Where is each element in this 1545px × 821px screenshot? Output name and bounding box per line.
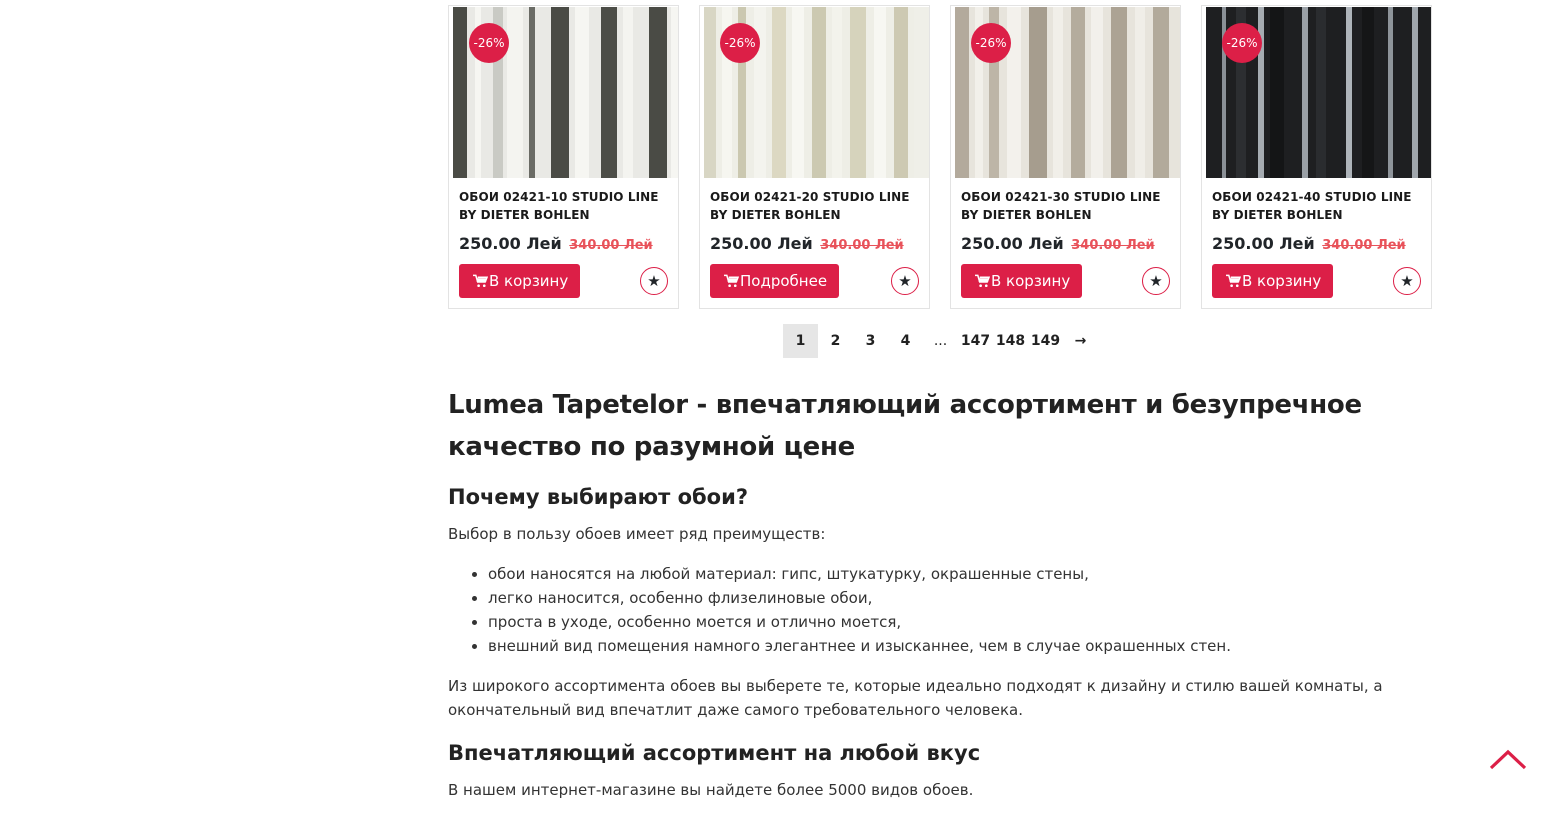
next-page-arrow-icon[interactable]: → [1074,333,1087,349]
product-title[interactable]: ОБОИ 02421-30 STUDIO LINE BY DIETER BOHLEN [961,190,1161,222]
add-to-cart-label: В корзину [489,272,569,290]
product-card[interactable] [448,5,679,309]
product-title[interactable]: ОБОИ 02421-10 STUDIO LINE BY DIETER BOHLEN [459,190,659,222]
add-to-cart-button[interactable] [961,264,1082,298]
star-icon: ★ [1149,272,1163,290]
add-to-cart-label: В корзину [1242,272,1322,290]
cart-icon [975,274,990,288]
page-link-2[interactable]: 2 [830,333,841,349]
add-to-cart-button[interactable] [1212,264,1333,298]
list-item: • легко наносится, особенно флизелиновые обои, [488,586,1408,610]
add-to-cart-label: В корзину [991,272,1071,290]
list-item: • проста в уходе, особенно моется и отлично моется, [488,610,1408,634]
product-image[interactable] [453,7,678,178]
benefits-list [488,562,1408,658]
product-image[interactable] [704,7,929,178]
section-intro: Выбор в пользу обоев имеет ряд преимуществ: [448,525,826,543]
page-link-149[interactable]: 149 [1030,333,1061,349]
old-price: 340.00 Лей [820,238,904,253]
section-heading-why: Почему выбирают обои? [448,485,748,509]
current-price: 250.00 Лей [961,234,1064,253]
cart-icon [473,274,488,288]
scroll-to-top-button[interactable] [1488,748,1528,772]
seo-article [448,384,1408,802]
current-price: 250.00 Лей [710,234,813,253]
favorite-button[interactable] [891,267,919,295]
star-icon: ★ [1400,272,1414,290]
product-image[interactable] [1206,7,1431,178]
discount-badge: -26% [1222,23,1262,63]
section-outro: Из широкого ассортимента обоев вы выберете те, которые идеально подходят к дизайну и стилю вашей комнаты, а окончательный вид впечатлит даже самого требовательного человека. [448,677,1383,719]
details-button[interactable] [710,264,839,298]
old-price: 340.00 Лей [1322,238,1406,253]
chevron-up-icon [1488,748,1528,772]
product-price [1212,234,1406,253]
discount-badge: -26% [971,23,1011,63]
discount-badge: -26% [469,23,509,63]
page-link-148[interactable]: 148 [995,333,1026,349]
article-title: Lumea Tapetelor - впечатляющий ассортимент и безупречное качество по разумной цене [448,390,1362,462]
details-label: Подробнее [740,272,828,290]
list-item: • внешний вид помещения намного элегантнее и изысканнее, чем в случае окрашенных стен. [488,634,1408,658]
product-title[interactable]: ОБОИ 02421-20 STUDIO LINE BY DIETER BOHLEN [710,190,910,222]
list-item: • обои наносятся на любой материал: гипс, штукатурку, окрашенные стены, [488,562,1408,586]
cart-icon [724,274,739,288]
product-price [710,234,904,253]
product-image[interactable] [955,7,1180,178]
page-link-147[interactable]: 147 [960,333,991,349]
product-card[interactable] [950,5,1181,309]
product-title[interactable]: ОБОИ 02421-40 STUDIO LINE BY DIETER BOHLEN [1212,190,1412,222]
product-grid [448,5,1433,309]
pagination-ellipsis: ... [933,333,948,349]
product-price [459,234,653,253]
pagination [783,324,1098,358]
discount-badge: -26% [720,23,760,63]
star-icon: ★ [647,272,661,290]
current-price: 250.00 Лей [1212,234,1315,253]
section-heading-assortment: Впечатляющий ассортимент на любой вкус [448,741,981,765]
page-link-1[interactable]: 1 [783,324,818,358]
old-price: 340.00 Лей [1071,238,1155,253]
product-card[interactable] [699,5,930,309]
current-price: 250.00 Лей [459,234,562,253]
favorite-button[interactable] [1393,267,1421,295]
cart-icon [1226,274,1241,288]
page-link-4[interactable]: 4 [900,333,911,349]
page-link-3[interactable]: 3 [865,333,876,349]
product-card[interactable] [1201,5,1432,309]
favorite-button[interactable] [1142,267,1170,295]
section-text: В нашем интернет-магазине вы найдете более 5000 видов обоев. [448,781,974,799]
old-price: 340.00 Лей [569,238,653,253]
product-price [961,234,1155,253]
favorite-button[interactable] [640,267,668,295]
add-to-cart-button[interactable] [459,264,580,298]
star-icon: ★ [898,272,912,290]
